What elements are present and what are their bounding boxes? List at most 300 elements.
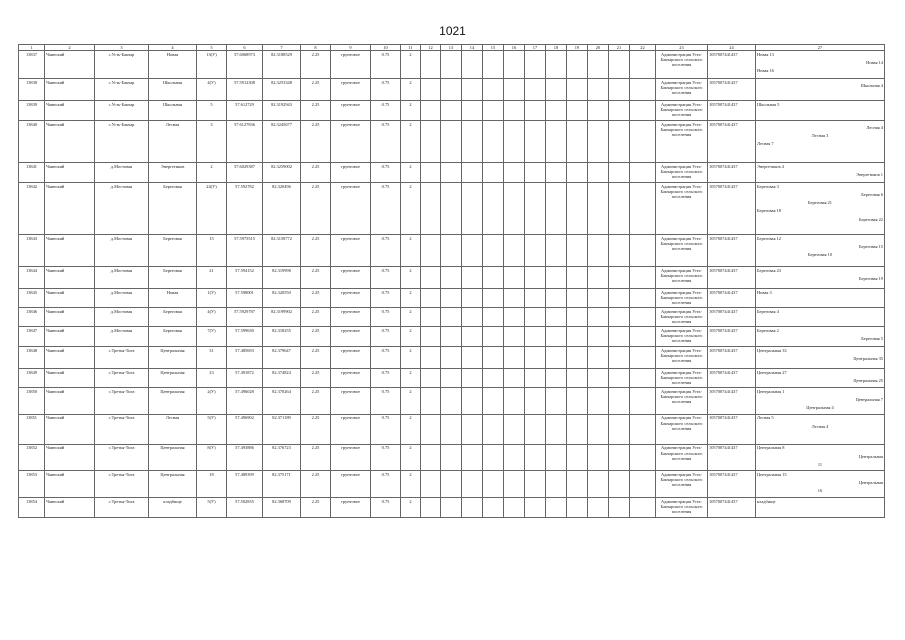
house-cell: 1(У) [197, 289, 227, 308]
served-addresses-cell [756, 183, 885, 235]
house-cell: 23 [197, 369, 227, 388]
column-header: 23 [656, 45, 708, 51]
row-id: 13847 [19, 327, 45, 347]
served-address: кладбище [757, 498, 776, 504]
count-cell: 2 [401, 235, 421, 267]
column-header: 22 [630, 45, 656, 51]
empty-cell [462, 267, 483, 289]
empty-cell [567, 183, 588, 235]
empty-cell [462, 347, 483, 369]
row-id: 13846 [19, 308, 45, 327]
empty-cell [588, 327, 609, 347]
empty-cell [567, 414, 588, 444]
empty-cell [630, 347, 656, 369]
empty-cell [546, 347, 567, 369]
empty-cell [483, 51, 504, 79]
column-header: 24 [708, 45, 756, 51]
served-addresses-cell [756, 235, 885, 267]
volume-cell: 0.75 [371, 121, 401, 163]
column-header: 20 [588, 45, 609, 51]
empty-cell [525, 308, 546, 327]
empty-cell [421, 183, 441, 235]
area-cell: 2.25 [301, 79, 331, 101]
served-address: Школьная 4 [860, 82, 883, 88]
empty-cell [588, 388, 609, 415]
empty-cell [462, 163, 483, 183]
empty-cell [567, 267, 588, 289]
empty-cell [525, 388, 546, 415]
empty-cell [421, 444, 441, 471]
house-cell: 5 [197, 101, 227, 121]
served-addresses-cell [756, 267, 885, 289]
house-cell: 3 [197, 121, 227, 163]
empty-cell [630, 183, 656, 235]
empty-cell [421, 308, 441, 327]
street-cell: Школьная [149, 79, 197, 101]
empty-cell [546, 444, 567, 471]
served-addresses-cell [756, 289, 885, 308]
empty-cell [483, 235, 504, 267]
area-cell: 2.25 [301, 369, 331, 388]
served-address: Береговая 18 [757, 208, 781, 214]
row-id: 13844 [19, 267, 45, 289]
empty-cell [630, 235, 656, 267]
served-addresses-cell [756, 388, 885, 415]
ogrn-cell: 1057007441437 [708, 51, 756, 79]
empty-cell [462, 388, 483, 415]
empty-cell [609, 369, 630, 388]
row-id: 13852 [19, 444, 45, 471]
empty-cell [525, 327, 546, 347]
empty-cell [567, 235, 588, 267]
longitude-cell: 82.3253348 [263, 79, 301, 101]
settlement-cell: д.Мостовая [95, 289, 149, 308]
empty-cell [525, 444, 546, 471]
owner-cell: Администрация Усть-Бакчарского сельского поселения [656, 369, 708, 388]
empty-cell [525, 289, 546, 308]
served-addresses-cell [756, 327, 885, 347]
ogrn-cell: 1057007441437 [708, 163, 756, 183]
empty-cell [630, 414, 656, 444]
empty-cell [567, 388, 588, 415]
settlement-cell: с.Усть-Бакчар [95, 121, 149, 163]
ogrn-cell: 1057007441437 [708, 388, 756, 415]
street-cell: Лесная [149, 121, 197, 163]
empty-cell [588, 51, 609, 79]
owner-cell: Администрация Усть-Бакчарского сельского поселения [656, 101, 708, 121]
served-addresses-cell [756, 163, 885, 183]
empty-cell [441, 51, 462, 79]
empty-cell [462, 183, 483, 235]
empty-cell [525, 235, 546, 267]
count-cell: 2 [401, 121, 421, 163]
served-address: 16 [817, 488, 823, 494]
empty-cell [630, 163, 656, 183]
settlement-cell: д.Мостовая [95, 327, 149, 347]
empty-cell [483, 444, 504, 471]
volume-cell: 0.75 [371, 471, 401, 498]
table-row [19, 163, 885, 183]
empty-cell [630, 471, 656, 498]
house-cell: 4(У) [197, 79, 227, 101]
table-row [19, 498, 885, 518]
owner-cell: Администрация Усть-Бакчарского сельского поселения [656, 51, 708, 79]
empty-cell [630, 498, 656, 518]
empty-cell [441, 121, 462, 163]
served-addresses-cell [756, 79, 885, 101]
house-cell: 21 [197, 267, 227, 289]
empty-cell [609, 51, 630, 79]
empty-cell [567, 121, 588, 163]
surface-cell: грунтовое [331, 388, 371, 415]
longitude-cell: 82.318255 [263, 327, 301, 347]
empty-cell [441, 347, 462, 369]
latitude-cell: 57.6068973 [227, 51, 263, 79]
empty-cell [609, 388, 630, 415]
area-cell: 2.25 [301, 163, 331, 183]
empty-cell [421, 289, 441, 308]
column-header: 19 [567, 45, 588, 51]
empty-cell [462, 289, 483, 308]
longitude-cell: 82.320496 [263, 183, 301, 235]
empty-cell [546, 471, 567, 498]
empty-cell [525, 347, 546, 369]
column-header: 16 [504, 45, 525, 51]
served-addresses-cell [756, 414, 885, 444]
served-address: Береговая 5 [861, 335, 883, 341]
district-cell: Чаинский [45, 235, 95, 267]
empty-cell [462, 414, 483, 444]
longitude-cell: 82.3199902 [263, 308, 301, 327]
empty-cell [546, 235, 567, 267]
table-row [19, 444, 885, 471]
column-header: 27 [756, 45, 885, 51]
owner-cell: Администрация Усть-Бакчарского сельского поселения [656, 414, 708, 444]
count-cell: 2 [401, 79, 421, 101]
empty-cell [504, 388, 525, 415]
settlement-cell: с.Усть-Бакчар [95, 51, 149, 79]
latitude-cell: 57.489399 [227, 471, 263, 498]
owner-cell: Администрация Усть-Бакчарского сельского поселения [656, 471, 708, 498]
latitude-cell: 57.599630 [227, 327, 263, 347]
settlement-cell: с.Усть-Бакчар [95, 79, 149, 101]
table-row [19, 308, 885, 327]
served-address: Центральная 7 [855, 396, 883, 402]
house-cell: 5(У) [197, 498, 227, 518]
empty-cell [483, 327, 504, 347]
row-id: 13850 [19, 388, 45, 415]
settlement-cell: с.Третья-Тига [95, 388, 149, 415]
empty-cell [483, 347, 504, 369]
ogrn-cell: 1057007441437 [708, 414, 756, 444]
empty-cell [504, 101, 525, 121]
served-address: Береговая 6 [861, 191, 883, 197]
owner-cell: Администрация Усть-Бакчарского сельского поселения [656, 235, 708, 267]
surface-cell: грунтовое [331, 235, 371, 267]
street-cell: Центральная [149, 369, 197, 388]
empty-cell [567, 327, 588, 347]
empty-cell [441, 163, 462, 183]
ogrn-cell: 1057007441437 [708, 101, 756, 121]
longitude-cell: 82.368709 [263, 498, 301, 518]
empty-cell [546, 369, 567, 388]
volume-cell: 0.75 [371, 51, 401, 79]
empty-cell [483, 308, 504, 327]
served-address: Береговая 22 [859, 216, 883, 222]
empty-cell [609, 235, 630, 267]
column-header: 11 [401, 45, 421, 51]
empty-cell [525, 471, 546, 498]
volume-cell: 0.75 [371, 289, 401, 308]
empty-cell [441, 414, 462, 444]
empty-cell [441, 444, 462, 471]
column-header: 2 [45, 45, 95, 51]
owner-cell: Администрация Усть-Бакчарского сельского поселения [656, 444, 708, 471]
served-address: Новая 3 [757, 289, 772, 295]
district-cell: Чаинский [45, 267, 95, 289]
street-cell: кладбище [149, 498, 197, 518]
area-cell: 2.25 [301, 289, 331, 308]
area-cell: 2.25 [301, 347, 331, 369]
house-cell: 15 [197, 235, 227, 267]
empty-cell [504, 308, 525, 327]
street-cell: Береговая [149, 267, 197, 289]
column-header: 14 [462, 45, 483, 51]
table-row [19, 471, 885, 498]
column-header: 15 [483, 45, 504, 51]
count-cell: 2 [401, 498, 421, 518]
register-body [19, 51, 885, 518]
column-header: 12 [421, 45, 441, 51]
count-cell: 2 [401, 327, 421, 347]
owner-cell: Администрация Усть-Бакчарского сельского поселения [656, 289, 708, 308]
empty-cell [546, 79, 567, 101]
empty-cell [504, 327, 525, 347]
district-cell: Чаинский [45, 101, 95, 121]
house-cell: 7(У) [197, 327, 227, 347]
empty-cell [588, 289, 609, 308]
settlement-cell: д.Мостовая [95, 163, 149, 183]
table-row [19, 369, 885, 388]
empty-cell [483, 267, 504, 289]
table-row [19, 121, 885, 163]
table-row [19, 267, 885, 289]
house-cell: 18 [197, 471, 227, 498]
served-address: Лесная 4 [811, 423, 829, 429]
empty-cell [504, 267, 525, 289]
owner-cell: Администрация Усть-Бакчарского сельского поселения [656, 498, 708, 518]
district-cell: Чаинский [45, 369, 95, 388]
empty-cell [609, 414, 630, 444]
served-address: Центральная 15 [757, 471, 787, 477]
ogrn-cell: 1057007441437 [708, 471, 756, 498]
empty-cell [441, 289, 462, 308]
empty-cell [588, 183, 609, 235]
row-id: 13853 [19, 471, 45, 498]
volume-cell: 0.75 [371, 327, 401, 347]
empty-cell [421, 235, 441, 267]
served-address: Новая 13 [757, 51, 774, 57]
area-cell: 2.25 [301, 101, 331, 121]
street-cell: Энергетиков [149, 163, 197, 183]
longitude-cell: 82.3259002 [263, 163, 301, 183]
row-id: 13842 [19, 183, 45, 235]
empty-cell [588, 267, 609, 289]
surface-cell: грунтовое [331, 163, 371, 183]
count-cell: 2 [401, 308, 421, 327]
street-cell: Новая [149, 51, 197, 79]
surface-cell: грунтовое [331, 51, 371, 79]
empty-cell [504, 444, 525, 471]
district-cell: Чаинский [45, 347, 95, 369]
street-cell: Центральная [149, 471, 197, 498]
served-address: Центральная [858, 480, 883, 486]
ogrn-cell: 1057007441437 [708, 121, 756, 163]
column-header: 18 [546, 45, 567, 51]
district-cell: Чаинский [45, 121, 95, 163]
column-header: 10 [371, 45, 401, 51]
served-address: Центральная 35 [853, 355, 883, 361]
surface-cell: грунтовое [331, 289, 371, 308]
volume-cell: 0.75 [371, 347, 401, 369]
count-cell: 2 [401, 369, 421, 388]
empty-cell [588, 121, 609, 163]
empty-cell [546, 289, 567, 308]
empty-cell [504, 471, 525, 498]
surface-cell: грунтовое [331, 444, 371, 471]
house-cell: 2(У) [197, 388, 227, 415]
longitude-cell: 82.379647 [263, 347, 301, 369]
surface-cell: грунтовое [331, 369, 371, 388]
street-cell: Береговая [149, 183, 197, 235]
served-address: Центральная 33 [757, 347, 787, 353]
empty-cell [421, 498, 441, 518]
empty-cell [567, 51, 588, 79]
area-cell: 2.25 [301, 327, 331, 347]
district-cell: Чаинский [45, 498, 95, 518]
volume-cell: 0.75 [371, 414, 401, 444]
served-address: Лесная 7 [757, 141, 774, 147]
latitude-cell: 57.592782 [227, 183, 263, 235]
served-address: Энергетиков 4 [757, 163, 784, 169]
house-cell: 13(У) [197, 51, 227, 79]
empty-cell [525, 267, 546, 289]
empty-cell [525, 498, 546, 518]
district-cell: Чаинский [45, 163, 95, 183]
empty-cell [567, 163, 588, 183]
served-address: Береговая 21 [808, 200, 832, 206]
empty-cell [630, 289, 656, 308]
empty-cell [567, 471, 588, 498]
empty-cell [567, 308, 588, 327]
empty-cell [546, 183, 567, 235]
empty-cell [421, 163, 441, 183]
ogrn-cell: 1057007441437 [708, 347, 756, 369]
empty-cell [588, 235, 609, 267]
empty-cell [421, 347, 441, 369]
empty-cell [421, 388, 441, 415]
empty-cell [441, 388, 462, 415]
owner-cell: Администрация Усть-Бакчарского сельского поселения [656, 183, 708, 235]
row-id: 13848 [19, 347, 45, 369]
table-row [19, 183, 885, 235]
surface-cell: грунтовое [331, 308, 371, 327]
empty-cell [504, 163, 525, 183]
row-id: 13839 [19, 101, 45, 121]
empty-cell [441, 267, 462, 289]
served-address: Береговая 15 [859, 243, 883, 249]
district-cell: Чаинский [45, 388, 95, 415]
empty-cell [609, 101, 630, 121]
street-cell: Центральная [149, 388, 197, 415]
empty-cell [630, 51, 656, 79]
owner-cell: Администрация Усть-Бакчарского сельского поселения [656, 79, 708, 101]
volume-cell: 0.75 [371, 183, 401, 235]
street-cell: Береговая [149, 327, 197, 347]
latitude-cell: 57.493886 [227, 444, 263, 471]
empty-cell [546, 388, 567, 415]
latitude-cell: 57.502835 [227, 498, 263, 518]
empty-cell [462, 51, 483, 79]
empty-cell [609, 289, 630, 308]
street-cell: Центральная [149, 444, 197, 471]
empty-cell [441, 308, 462, 327]
owner-cell: Администрация Усть-Бакчарского сельского поселения [656, 388, 708, 415]
empty-cell [630, 101, 656, 121]
row-id: 13837 [19, 51, 45, 79]
empty-cell [609, 444, 630, 471]
volume-cell: 0.75 [371, 101, 401, 121]
longitude-cell: 82.3158772 [263, 235, 301, 267]
column-header: 3 [95, 45, 149, 51]
empty-cell [504, 79, 525, 101]
count-cell: 2 [401, 163, 421, 183]
empty-cell [630, 388, 656, 415]
empty-cell [609, 498, 630, 518]
latitude-cell: 57.496028 [227, 388, 263, 415]
empty-cell [483, 79, 504, 101]
area-cell: 2.25 [301, 471, 331, 498]
ogrn-cell: 1057007441437 [708, 444, 756, 471]
surface-cell: грунтовое [331, 327, 371, 347]
settlement-cell: с.Третья-Тига [95, 498, 149, 518]
empty-cell [421, 101, 441, 121]
owner-cell: Администрация Усть-Бакчарского сельского поселения [656, 163, 708, 183]
column-header: 9 [331, 45, 371, 51]
house-cell: 24(У) [197, 183, 227, 235]
latitude-cell: 57.491872 [227, 369, 263, 388]
empty-cell [462, 79, 483, 101]
empty-cell [546, 498, 567, 518]
empty-cell [441, 101, 462, 121]
surface-cell: грунтовое [331, 79, 371, 101]
empty-cell [504, 369, 525, 388]
served-address: Школьная 5 [757, 101, 780, 107]
empty-cell [609, 327, 630, 347]
latitude-cell: 57.5929787 [227, 308, 263, 327]
column-header: 4 [149, 45, 197, 51]
served-address: Лесная 3 [811, 132, 829, 138]
owner-cell: Администрация Усть-Бакчарского сельского поселения [656, 347, 708, 369]
ogrn-cell: 1057007441437 [708, 289, 756, 308]
served-addresses-cell [756, 121, 885, 163]
empty-cell [421, 51, 441, 79]
surface-cell: грунтовое [331, 414, 371, 444]
empty-cell [588, 101, 609, 121]
latitude-cell: 57.6127836 [227, 121, 263, 163]
empty-cell [462, 369, 483, 388]
surface-cell: грунтовое [331, 101, 371, 121]
